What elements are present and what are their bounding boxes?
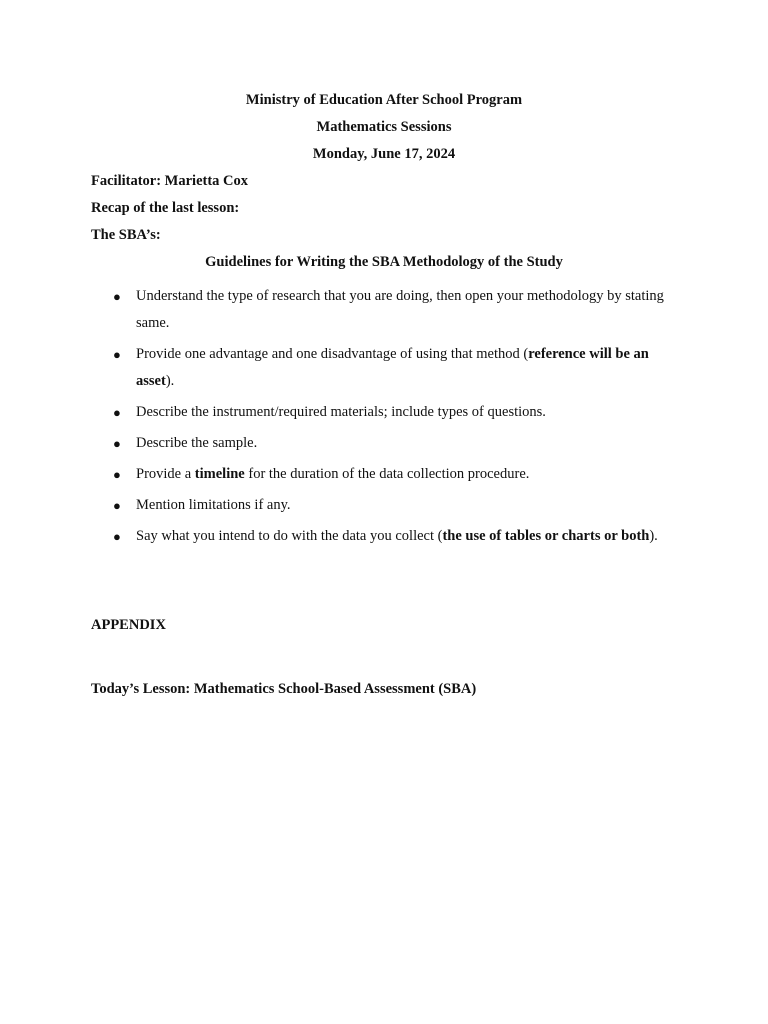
appendix-heading: APPENDIX [91, 617, 166, 633]
bullet-icon: ● [113, 436, 121, 451]
list-item: ● Describe the instrument/required materials; include types of questions. [0, 399, 676, 426]
facilitator-line: Facilitator: Marietta Cox [91, 173, 249, 189]
list-item: ● Provide a timeline for the duration of the data collection procedure. [0, 461, 676, 488]
bullet-icon: ● [113, 467, 121, 482]
list-item: ● Understand the type of research that you are doing, then open your methodology by stating same. [0, 283, 676, 337]
recap-heading: Recap of the last lesson: [91, 200, 240, 216]
org-title: Ministry of Education After School Program [245, 92, 523, 108]
guidelines-title: Guidelines for Writing the SBA Methodology of the Study [205, 254, 563, 270]
bullet-icon: ● [113, 405, 121, 420]
session-title: Mathematics Sessions [316, 119, 452, 135]
sba-heading: The SBA’s: [91, 227, 161, 243]
list-item: ● Mention limitations if any. [0, 492, 676, 519]
guidelines-list [0, 283, 768, 554]
session-date: Monday, June 17, 2024 [312, 146, 456, 162]
bullet-icon: ● [113, 498, 121, 513]
bullet-icon: ● [113, 289, 121, 304]
list-item: ● Describe the sample. [0, 430, 676, 457]
list-item: ● Provide one advantage and one disadvantage of using that method (reference will be an asset). [0, 341, 676, 395]
list-item: ● Say what you intend to do with the data you collect (the use of tables or charts or both). [0, 523, 676, 550]
todays-lesson-heading: Today’s Lesson: Mathematics School-Based Assessment (SBA) [91, 681, 477, 697]
bullet-icon: ● [113, 529, 121, 544]
bullet-icon: ● [113, 347, 121, 362]
